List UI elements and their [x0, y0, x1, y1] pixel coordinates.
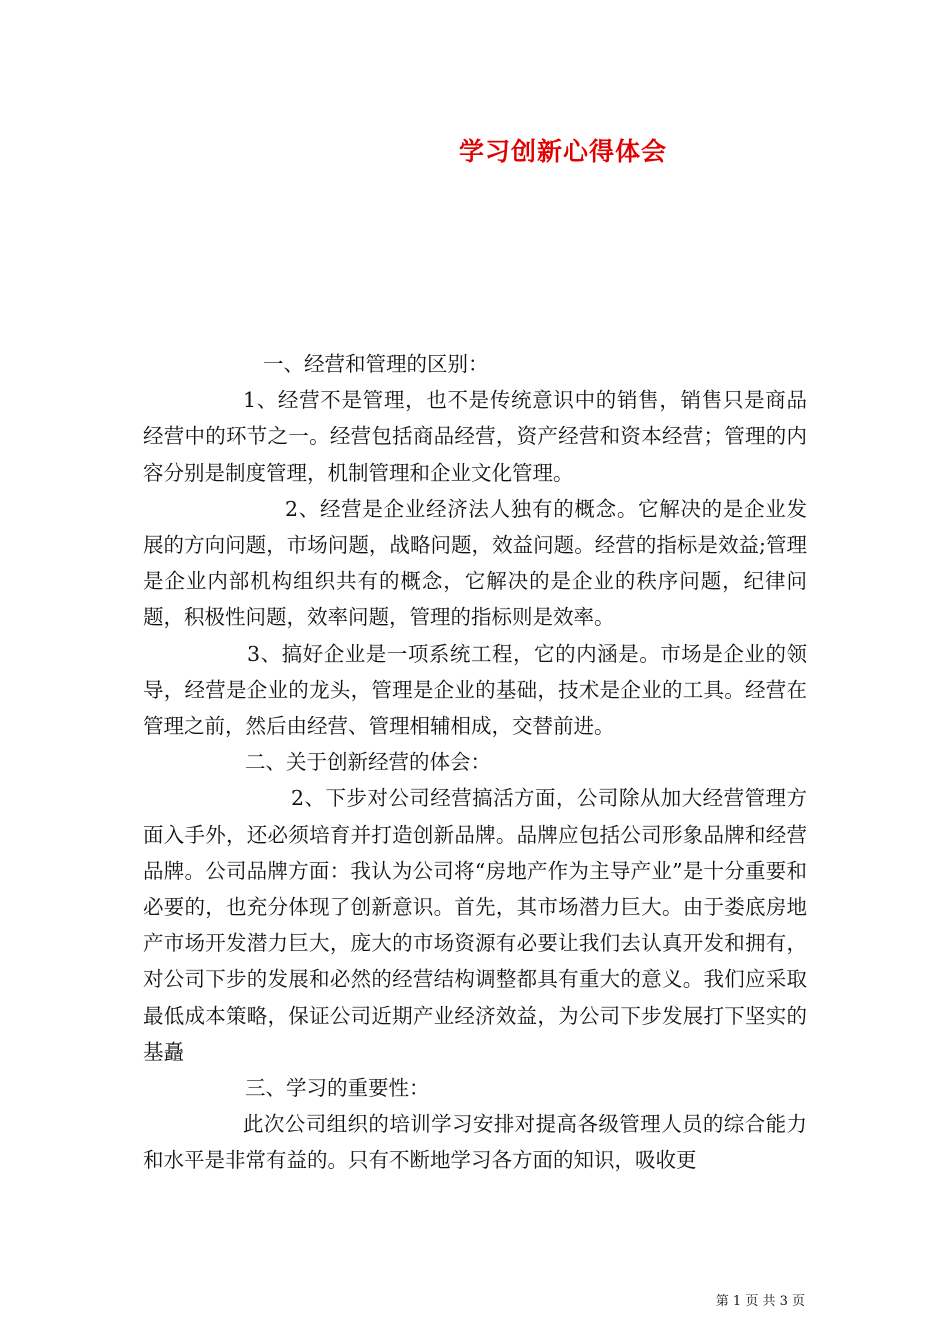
paragraph-3-1: 此次公司组织的培训学习安排对提高各级管理人员的综合能力和水平是非常有益的。只有不断地学习各方面的知识，吸收更	[143, 1112, 807, 1173]
paragraph-1-2: 2、经营是企业经济法人独有的概念。它解决的是企业发展的方向问题，市场问题，战略问题，效益问题。经营的指标是效益;管理是企业内部机构组织共有的概念，它解决的是企业的秩序问题，纪律问题，积极性问题，效率问题，管理的指标则是效率。	[143, 496, 807, 630]
section-heading-2: 二、关于创新经营的体会：	[245, 750, 491, 775]
section-heading-3: 三、学习的重要性：	[245, 1076, 430, 1101]
paragraph-1-1: 1、经营不是管理，也不是传统意识中的销售，销售只是商品经营中的环节之一。经营包括商品经营，资产经营和资本经营；管理的内容分别是制度管理，机制管理和企业文化管理。	[143, 388, 807, 485]
document-body	[143, 346, 807, 1179]
page-number: 第 1 页 共 3 页	[715, 1294, 805, 1309]
paragraph-1-3: 3、搞好企业是一项系统工程，它的内涵是。市场是企业的领导，经营是企业的龙头，管理是企业的基础，技术是企业的工具。经营在管理之前，然后由经营、管理相辅相成，交替前进。	[143, 641, 807, 739]
document-title: 学习创新心得体会	[458, 137, 667, 166]
paragraph-2-2: 2、下步对公司经营搞活方面，公司除从加大经营管理方面入手外，还必须培育并打造创新品牌。品牌应包括公司形象品牌和经营品牌。公司品牌方面：我认为公司将“房地产作为主导产业”是十分重要和必要的，也充分体现了创新意识。首先，其市场潜力巨大。由于娄底房地产市场开发潜力巨大，庞大的市场资源有必要让我们去认真开发和拥有，对公司下步的发展和必然的经营结构调整都具有重大的意义。我们应采取最低成本策略，保证公司近期产业经济效益，为公司下步发展打下坚实的基矗	[143, 786, 807, 1064]
section-heading-1: 一、经营和管理的区别：	[263, 352, 489, 376]
